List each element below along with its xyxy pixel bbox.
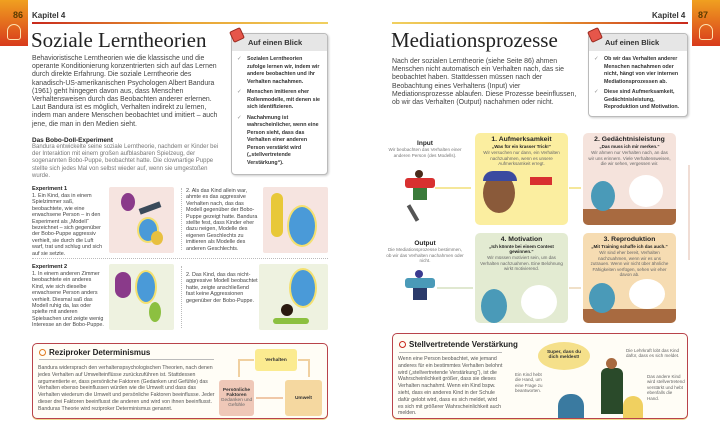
label-child-2: Das andere Kind wird stellvertretend verstärkt und hebt ebenfalls die Hand. [647,374,685,401]
arrow-icon [256,397,283,399]
magnifier-icon [399,341,406,348]
desk-shape [583,209,676,225]
at-a-glance-box [231,33,328,175]
divider [399,352,502,353]
chapter-label: Kapitel 4 [32,11,66,20]
glance-item: ✓ Diese sind Aufmerksamkeit, Gedächtnisleistung, Reproduktion und Motivation. [594,89,681,112]
label-teacher: Die Lehrkraft lobt das Kind dafür, dass es sich meldet. [626,348,680,359]
label-child-1: Ein Kind hebt die Hand, um eine Frage zu beantworten. [515,372,543,394]
vicarious-reinforcement-box [392,333,688,419]
head-icon [699,24,713,40]
node-behavior: Verhalten [255,349,297,371]
divider [39,359,214,360]
page-title: Soziale Lerntheorien [31,28,207,52]
glance-item: ✓ Menschen imitieren eher Rollenmodelle, mit denen sie sich identifizieren. [237,89,321,112]
illustration-child-raising-hand [558,394,584,418]
illustration-boy-thinking [481,289,507,323]
step-card-retention [583,133,676,225]
step-heading: 4. Motivation [500,236,543,243]
step-text: Wir ahmen nur Verhalten nach, an das wir uns erinnern. Viele Verhaltensweisen, die wir sehen, vergessen wir. [588,150,671,167]
input-heading: Input [417,140,433,147]
illustration-adult-kicking-doll [109,187,174,253]
experiment-2-step-1: 1. In einem anderen Zimmer beobachtete ein anderes Kind, wie sich dieselbe erwachsene Person anders verhielt. Diesmal saß das Modell ruhig da, las oder spielte mit anderen Spielsachen und zeigte wenig Interesse an der Bobo-Puppe. [32,271,104,329]
feature-heading: Reziproker Determinismus [49,348,151,357]
step-heading: 2. Gedächtnisleistung [594,136,665,143]
feature-text: Wenn eine Person beobachtet, wie jemand anderes für ein bestimmtes Verhalten belohnt wird („stellvertretende Verstärkung“), ist die Wahrscheinlichkeit größer, dass sie dieses Verhalten nachahmt. Wenn ein Kind bspw. sieht, dass ein anderes Kind in der Schule dafür gelobt wird, dass es sich meldet, wird es sich mit größerer Wahrscheinlichkeit auch melden. [398,356,503,417]
magnifier-icon [39,349,46,356]
illustration-adult-reading [109,264,174,330]
feature-text: Bandura widersprach den verhaltenspsychologischen Theorien, nach denen jedes Verhalten auf Umwelteinflüsse zurückzuführen ist. Stattdessen argumentierte er, dass persönliche Faktoren (Gedanken und Gefühle) das Verhalten ebenso beeinflussen würden wie die Umwelt und dass das Verhalten wiederum die Umwelt und persönliche Faktoren beeinflusse. Jeder dieser drei Faktoren beeinflusst die anderen und wird von ihnen beeinflusst. Banduras Theorie wird reziproker Determinismus genannt. [38,365,215,412]
node-personal-sublabel: Gedanken und Gefühle [220,398,253,408]
experiment-1-step-2: 2. Als das Kind allein war, ahmte es das aggressive Verhalten nach, das das Modell gegenüber der Bobo-Puppe gezeigt hatte. Bandura stellte fest, dass Kinder eher dazu neigen, Modelle des eigenen Geschlechts zu imitieren als Modelle des anderen Geschlechts. [186,188,258,252]
arrow-icon [688,165,690,260]
illustration-child-ignoring-doll [259,264,328,330]
step-heading: 3. Reproduktion [603,236,656,243]
glance-item: ✓ Nachahmung ist wahrscheinlicher, wenn eine Person sieht, dass das Verhalten einer anderen Person verstärkt wird („stellvertretende Verstärkung“). [237,115,321,168]
intro-text: Behavioristische Lerntheorien wie die klassische und die operante Konditionierung konzentrierten sich auf das Lernen durch direkte Erfahrung. Die soziale Lerntheorie des kanadisch-US-amerikanischen Psychologen Albert Bandura (1961) geht hingegen davon aus, dass Menschen Verhaltensweisen durch das Beobachten anderer erlernen. Laut Bandura ist es möglich, Verhalten indirekt zu lernen, indem man andere Menschen beobachtet und imitiert – auch jene, die man in den Medien sieht. [32,55,218,128]
at-a-glance-heading: Auf einen Blick [232,34,327,51]
step-card-attention [475,133,568,225]
step-card-motivation [475,233,568,323]
at-a-glance-box [588,33,688,117]
step-quote: „Ich könnte bei einem Contest gewinnen.“ [489,244,554,254]
divider [181,188,182,250]
header-rule [32,22,328,24]
step-quote: „Was für ein krasser Trick!“ [491,144,552,149]
experiment-1-heading: Experiment 1 [32,186,68,192]
arrow-icon [238,359,254,377]
speech-bubble: Super, dass du dich meldest! [538,342,590,370]
step-quote: „Mit Training schaffe ich das auch.“ [591,244,668,249]
output-column [385,240,465,264]
feature-heading: Stellvertretende Verstärkung [409,340,518,349]
illustration-boy-thinking [589,283,615,313]
chapter-label: Kapitel 4 [652,11,686,20]
input-text: Wir beobachten das Verhalten einer anderen Person (des Modells). [388,147,462,158]
node-personal-label: Persönliche Faktoren [222,388,251,398]
experiment-1-step-1: 1. Ein Kind, das in einem Spielzimmer saß, beobachtete, wie eine erwachsene Person – in den Experiment als „Modell“ bezeichnet – sich gegenüber der Bobo-Puppe aggressiv verhielt, sie durch die Luft warf, trat und schlug und sich auf sie setzte. [32,193,103,257]
intro-text: Nach der sozialen Lerntheorie (siehe Seite 86) ahmen Menschen nicht automatisch ein Verhalten nach, das sie beobachtet haben. Stattdessen müssen nach der Beobachtung eines Verhaltens (Input) vier Mediationsprozesse ablaufen. Diese Prozesse beeinflussen, ob wir das Verhalten (Output) nachahmen oder nicht. [392,58,577,107]
thought-bubble [629,175,663,207]
experiment-2-heading: Experiment 2 [32,264,68,270]
step-text: Wir sind eher bereit, Verhalten nachzuahmen, wenn wir es uns zutrauen. Wenn wir nicht über ähnliche Fähigkeiten verfügen, sehen wir eher davon ab. [590,250,669,278]
node-environment: Umwelt [285,380,322,416]
illustration-other-child [623,396,643,418]
head-icon [7,24,21,40]
step-text: Wir müssen motiviert sein, um das Verhalten nachzuahmen. Eine Belohnung wirkt motivierend. [480,255,563,272]
bobo-text: Bandura entwickelte seine soziale Lerntheorie, nachdem er Kinder bei der Interaktion mit einem großen aufblasbaren Spielzeug, der sogenannten Bobo-Puppe, beobachtet hatte. Die clownartige Puppe stellte sich jedes Mal von selbst wieder auf, wenn sie umgestoßen wurde. [32,144,219,179]
output-text: Die Mediationsprozesse bestimmen, ob wir das Verhalten nachahmen oder nicht. [386,247,464,264]
step-quote: „Das muss ich mir merken.“ [599,144,660,149]
page-number: 86 [13,10,24,20]
teacher-head [606,358,617,369]
step-card-reproduction [583,233,676,323]
illustration-skateboarder-output [405,270,435,320]
illustration-teacher [601,368,623,414]
reciprocal-determinism-box [32,343,328,419]
thought-bubble [629,279,665,309]
bobo-heading: Das Bobo-Doll-Experiment [32,137,113,144]
illustration-boy-thinking [591,181,615,211]
glance-item: ✓ Ob wir das Verhalten anderer Menschen nachahmen oder nicht, hängt von vier internen Mediationsprozessen ab. [594,56,681,86]
divider [32,258,328,259]
arrow-icon [437,287,473,289]
header-rule [392,22,688,24]
page-title: Mediationsprozesse [391,28,558,52]
arrow-icon [435,187,471,189]
node-personal-factors [219,380,254,416]
arrow-icon [569,187,581,189]
cap-shape [483,171,517,181]
input-column [385,140,465,158]
arrow-icon [569,287,581,289]
thought-bubble [521,285,557,319]
illustration-skateboarder [530,177,552,185]
arrow-icon [298,359,310,377]
divider [181,266,182,328]
experiment-2-step-2: 2. Das Kind, das das nicht-aggressive Modell beobachtet hatte, zeigte anschließend fast keine Aggressionen gegenüber der Bobo-Puppe. [186,272,258,304]
illustration-child-kicking-doll [263,187,328,253]
illustration-skateboarder-model [405,170,435,220]
glance-item: ✓ Sozialen Lerntheorien zufolge lernen wir, indem wir andere beobachten und ihr Verhalten nachahmen. [237,56,321,86]
step-heading: 1. Aufmerksamkeit [491,136,552,143]
output-heading: Output [414,240,436,247]
at-a-glance-heading: Auf einen Blick [589,34,687,51]
step-text: Wir versuchen nur dann, ein Verhalten nachzuahmen, wenn es unsere Aufmerksamkeit erregt. [483,150,560,167]
page-number: 87 [698,10,709,20]
